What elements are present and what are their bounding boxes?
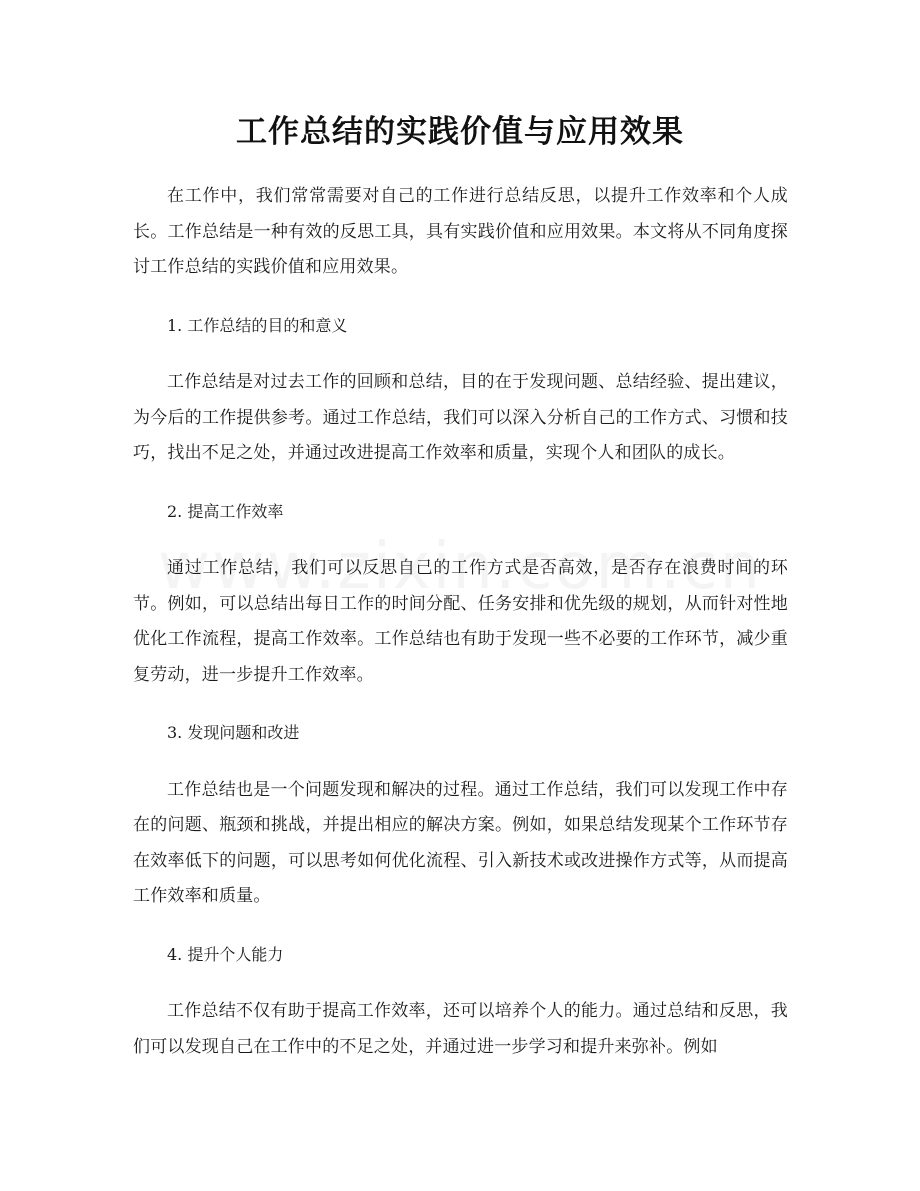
section-paragraph-1: 工作总结是对过去工作的回顾和总结，目的在于发现问题、总结经验、提出建议，为今后的工作提供参考。通过工作总结，我们可以深入分析自己的工作方式、习惯和技巧，找出不足之处，并通过改进提高工作效率和质量，实现个人和团队的成长。 <box>133 372 788 463</box>
section-paragraph-4: 工作总结不仅有助于提高工作效率，还可以培养个人的能力。通过总结和反思，我们可以发现自己在工作中的不足之处，并通过进一步学习和提升来弥补。例如 <box>133 1001 788 1057</box>
section-paragraph-2: 通过工作总结，我们可以反思自己的工作方式是否高效，是否存在浪费时间的环节。例如，可以总结出每日工作的时间分配、任务安排和优先级的规划，从而针对性地优化工作流程，提高工作效率。工作总结也有助于发现一些不必要的工作环节，减少重复劳动，进一步提升工作效率。 <box>133 558 788 685</box>
document-body <box>133 179 788 1065</box>
section-heading-4: 4. 提升个人能力 <box>167 944 284 964</box>
section-heading-2: 2. 提高工作效率 <box>167 501 284 521</box>
section-heading-3: 3. 发现问题和改进 <box>167 723 300 742</box>
intro-paragraph: 在工作中，我们常常需要对自己的工作进行总结反思，以提升工作效率和个人成长。工作总结是一种有效的反思工具，具有实践价值和应用效果。本文将从不同角度探讨工作总结的实践价值和应用效果。 <box>133 186 788 277</box>
section-paragraph-3: 工作总结也是一个问题发现和解决的过程。通过工作总结，我们可以发现工作中存在的问题、瓶颈和挑战，并提出相应的解决方案。例如，如果总结发现某个工作环节存在效率低下的问题，可以思考如何优化流程、引入新技术或改进操作方式等，从而提高工作效率和质量。 <box>133 779 788 906</box>
document-title: 工作总结的实践价值与应用效果 <box>236 114 684 150</box>
section-heading-1: 1. 工作总结的目的和意义 <box>167 315 348 335</box>
